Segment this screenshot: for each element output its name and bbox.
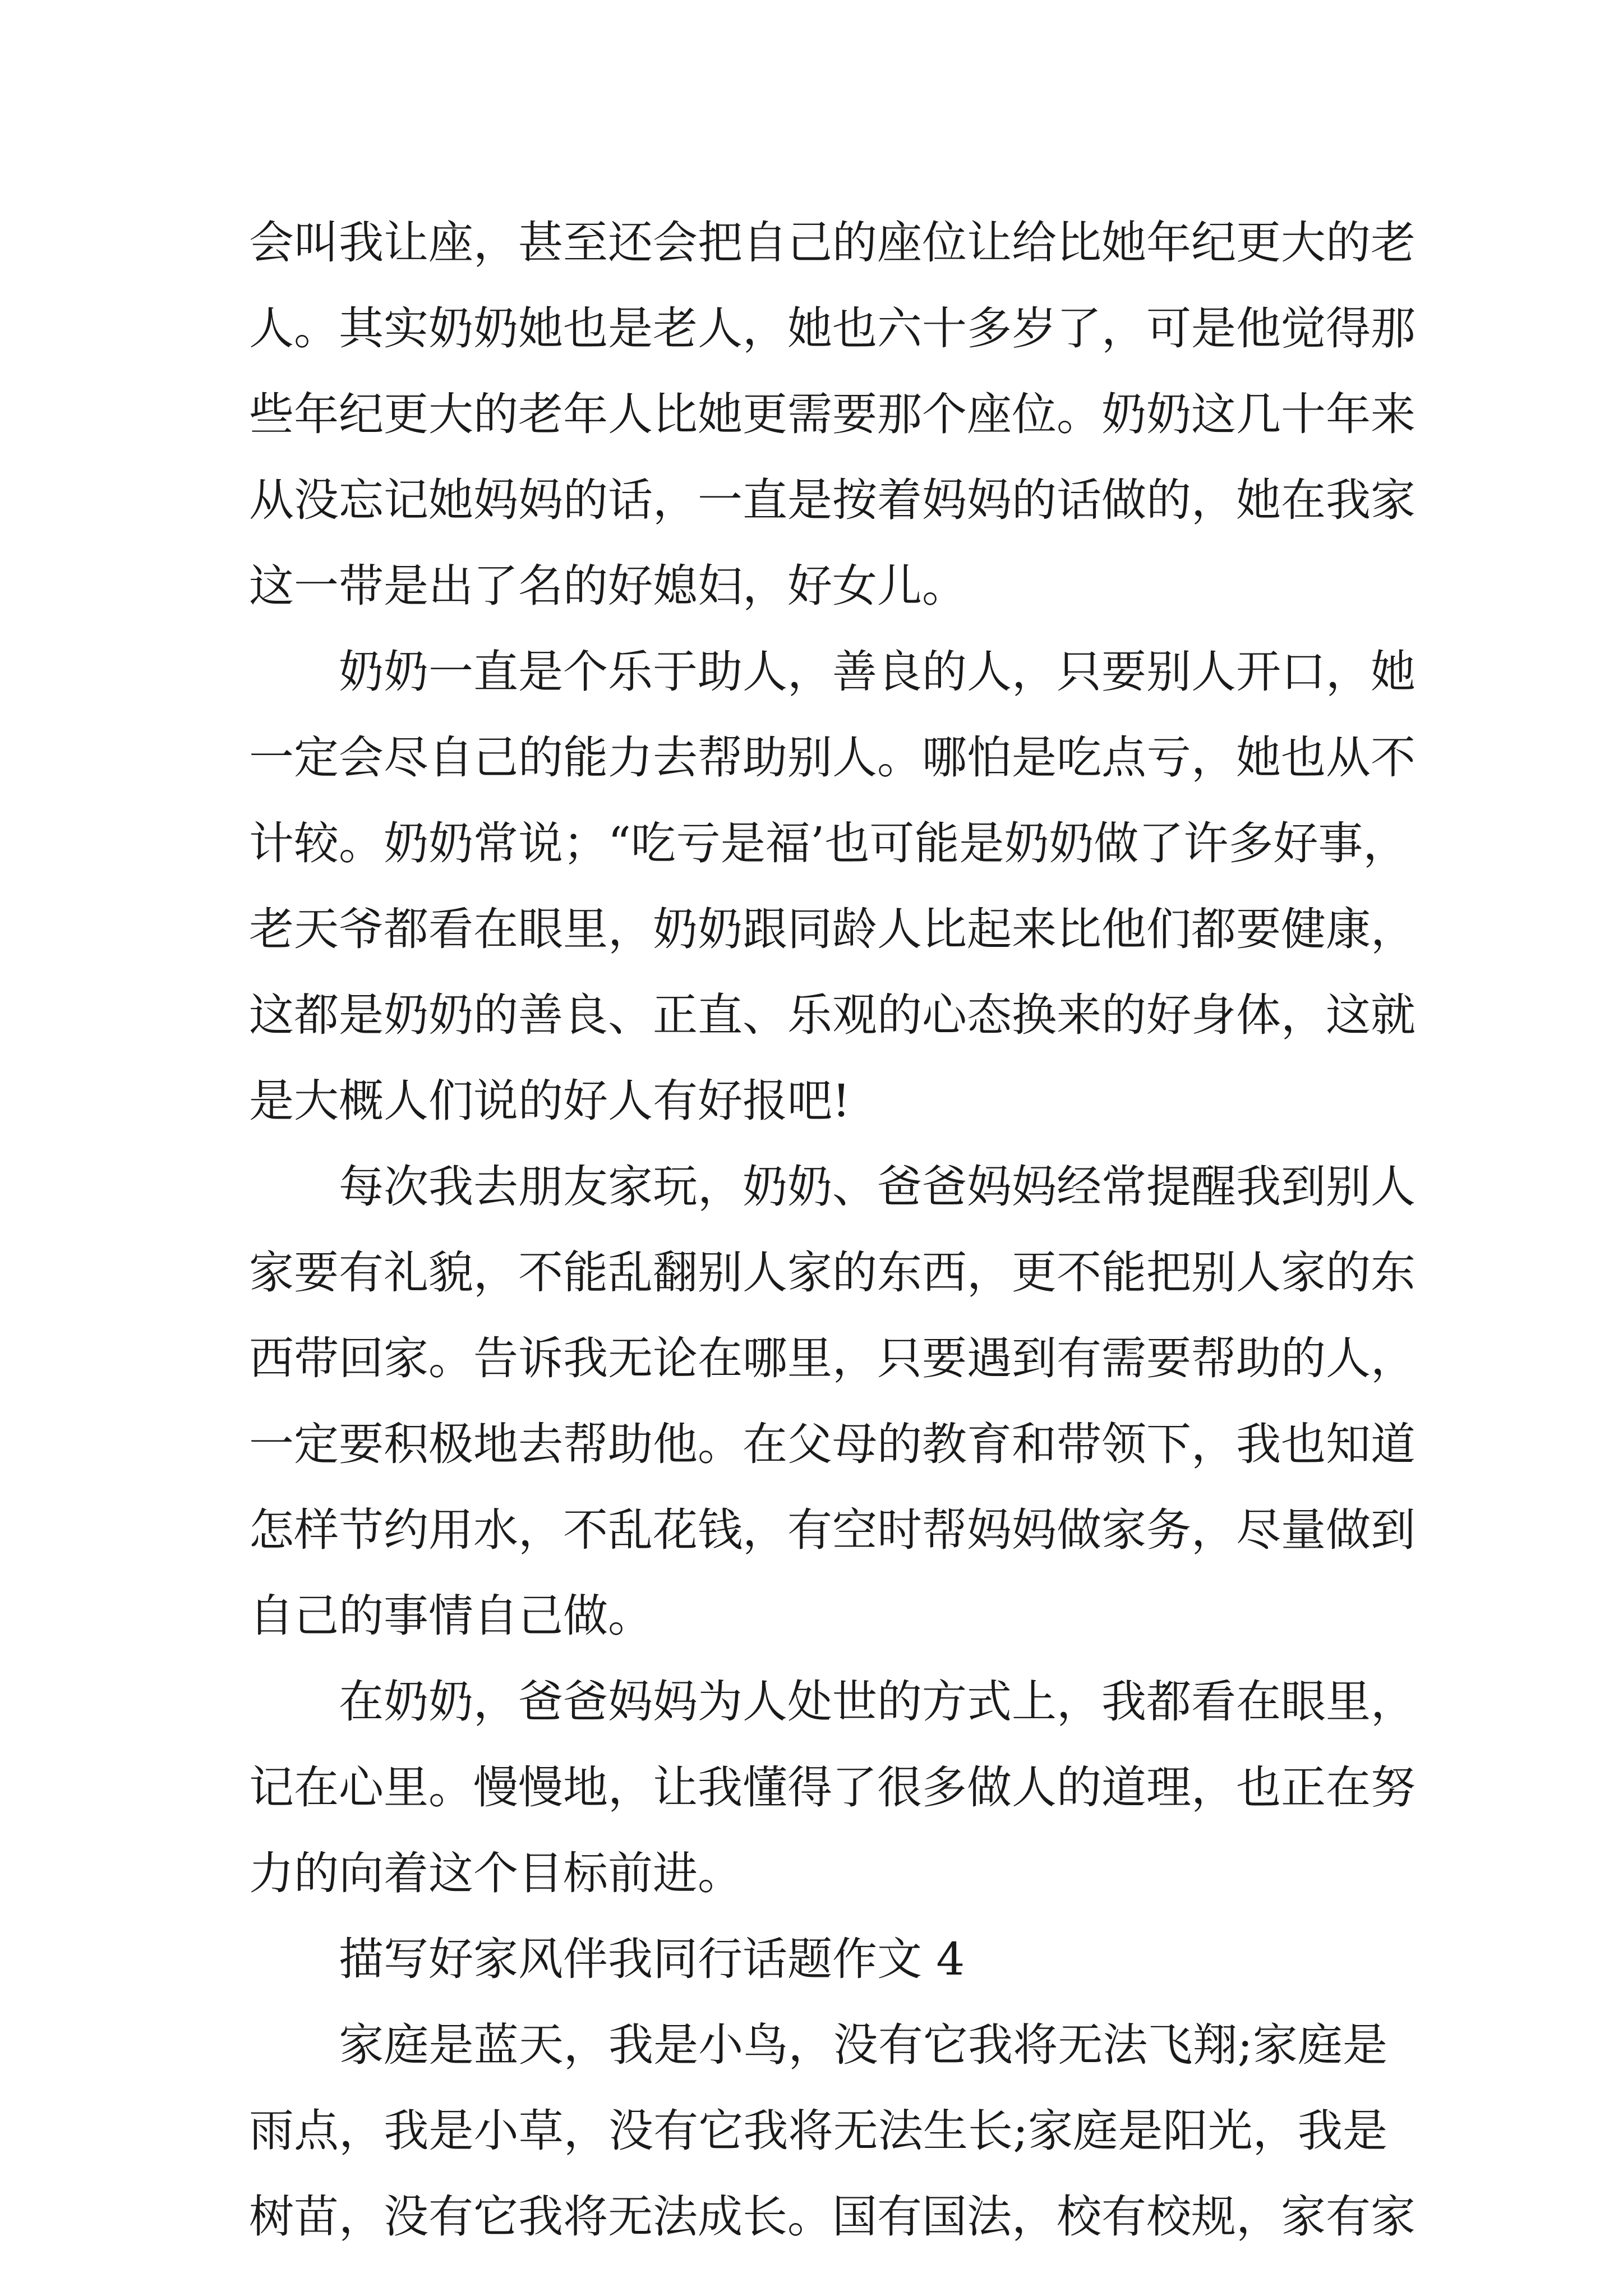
text-line: 一定会尽自己的能力去帮助别人。哪怕是吃点亏，她也从不 [249,731,1415,784]
text-line: 会叫我让座，甚至还会把自己的座位让给比她年纪更大的老 [249,217,1415,269]
text-line: 雨点，我是小草，没有它我将无法生长;家庭是阳光，我是 [249,2105,1387,2157]
text-line: 奶奶一直是个乐于助人，善良的人，只要别人开口，她 [249,646,1415,698]
text-line: 些年纪更大的老年人比她更需要那个座位。奶奶这几十年来 [249,388,1415,440]
text-line: 每次我去朋友家玩，奶奶、爸爸妈妈经常提醒我到别人 [249,1161,1415,1213]
text-line: 这一带是出了名的好媳妇，好女儿。 [249,560,967,612]
text-line: 家要有礼貌，不能乱翻别人家的东西，更不能把别人家的东 [249,1246,1415,1299]
text-line: 是大概人们说的好人有好报吧! [249,1075,851,1127]
text-line: 力的向着这个目标前进。 [249,1847,743,1899]
text-line: 记在心里。慢慢地，让我懂得了很多做人的道理，也正在努 [249,1761,1415,1814]
text-line: 怎样节约用水，不乱花钱，有空时帮妈妈做家务，尽量做到 [249,1504,1415,1556]
text-line: 自己的事情自己做。 [249,1590,653,1642]
text-line: 老天爷都看在眼里，奶奶跟同龄人比起来比他们都要健康， [249,903,1415,955]
document-body [249,200,1415,2260]
text-line: 家庭是蓝天，我是小鸟，没有它我将无法飞翔;家庭是 [249,2019,1387,2071]
text-line: 树苗，没有它我将无法成长。国有国法，校有校规，家有家 [249,2191,1415,2243]
text-line: 在奶奶，爸爸妈妈为人处世的方式上，我都看在眼里， [249,1676,1415,1728]
section-heading: 描写好家风伴我同行话题作文 4 [249,1933,965,1985]
text-line: 一定要积极地去帮助他。在父母的教育和带领下，我也知道 [249,1418,1415,1470]
text-line: 西带回家。告诉我无论在哪里，只要遇到有需要帮助的人， [249,1332,1415,1384]
text-line: 这都是奶奶的善良、正直、乐观的心态换来的好身体，这就 [249,989,1415,1041]
text-line: 人。其实奶奶她也是老人，她也六十多岁了，可是他觉得那 [249,302,1415,355]
text-line: 从没忘记她妈妈的话，一直是按着妈妈的话做的，她在我家 [249,474,1415,526]
text-line: 计较。奶奶常说；“吃亏是福’也可能是奶奶做了许多好事， [249,817,1408,869]
